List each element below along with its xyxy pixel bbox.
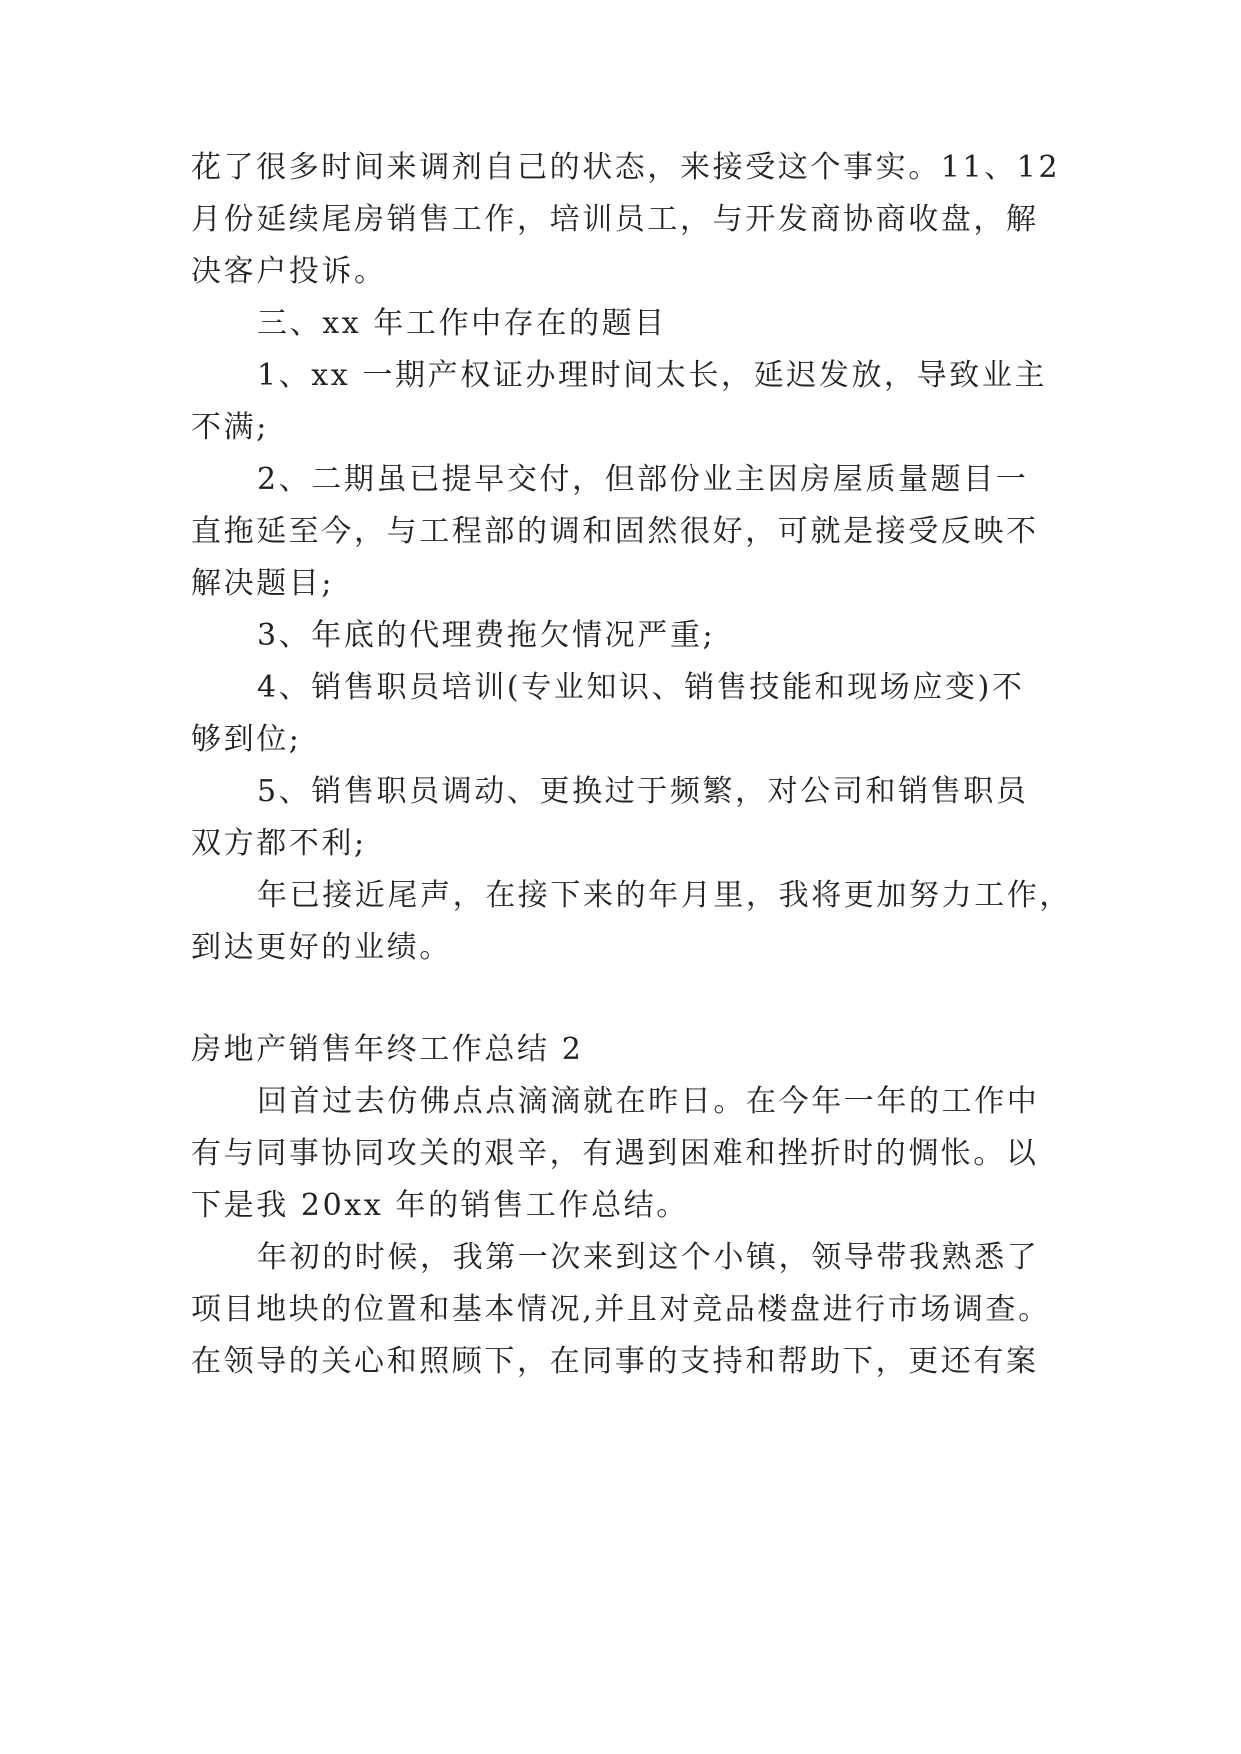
list-item-line: 3、年底的代理费拖欠情况严重; — [257, 618, 716, 653]
list-item-line: 1、xx 一期产权证办理时间太长，延迟发放，导致业主 — [257, 358, 1048, 393]
paragraph-line: 在领导的关心和照顾下，在同事的支持和帮助下，更还有案 — [191, 1344, 1039, 1379]
list-item-line: 不满; — [191, 410, 269, 445]
paragraph-line: 有与同事协同攻关的艰辛，有遇到困难和挫折时的惆怅。以 — [191, 1136, 1039, 1171]
paragraph-line: 年已接近尾声，在接下来的年月里，我将更加努力工作， — [257, 878, 1072, 913]
section-heading: 三、xx 年工作中存在的题目 — [257, 306, 667, 341]
paragraph-line: 回首过去仿佛点点滴滴就在昨日。在今年一年的工作中 — [257, 1084, 1040, 1119]
list-item-line: 5、销售职员调动、更换过于频繁，对公司和销售职员 — [257, 774, 1029, 809]
paragraph-line: 月份延续尾房销售工作，培训员工，与开发商协商收盘，解 — [191, 202, 1039, 237]
list-item-line: 双方都不利; — [191, 826, 367, 861]
paragraph-line: 到达更好的业绩。 — [191, 930, 452, 965]
list-item-line: 够到位; — [191, 722, 302, 757]
paragraph-line: 年初的时候，我第一次来到这个小镇，领导带我熟悉了 — [257, 1240, 1040, 1275]
section-title: 房地产销售年终工作总结 2 — [191, 1032, 584, 1067]
list-item-line: 直拖延至今，与工程部的调和固然很好，可就是接受反映不 — [191, 514, 1039, 549]
paragraph-line: 项目地块的位置和基本情况,并且对竞品楼盘进行市场调查。 — [191, 1292, 1051, 1327]
list-item-line: 解决题目; — [191, 566, 335, 601]
list-item-line: 2、二期虽已提早交付，但部份业主因房屋质量题目一 — [257, 462, 1029, 497]
paragraph-line: 花了很多时间来调剂自己的状态，来接受这个事实。11、12 — [191, 150, 1061, 185]
paragraph-line: 下是我 20xx 年的销售工作总结。 — [191, 1188, 689, 1223]
paragraph-line: 决客户投诉。 — [191, 254, 387, 289]
list-item-line: 4、销售职员培训(专业知识、销售技能和现场应变)不 — [257, 670, 1025, 705]
